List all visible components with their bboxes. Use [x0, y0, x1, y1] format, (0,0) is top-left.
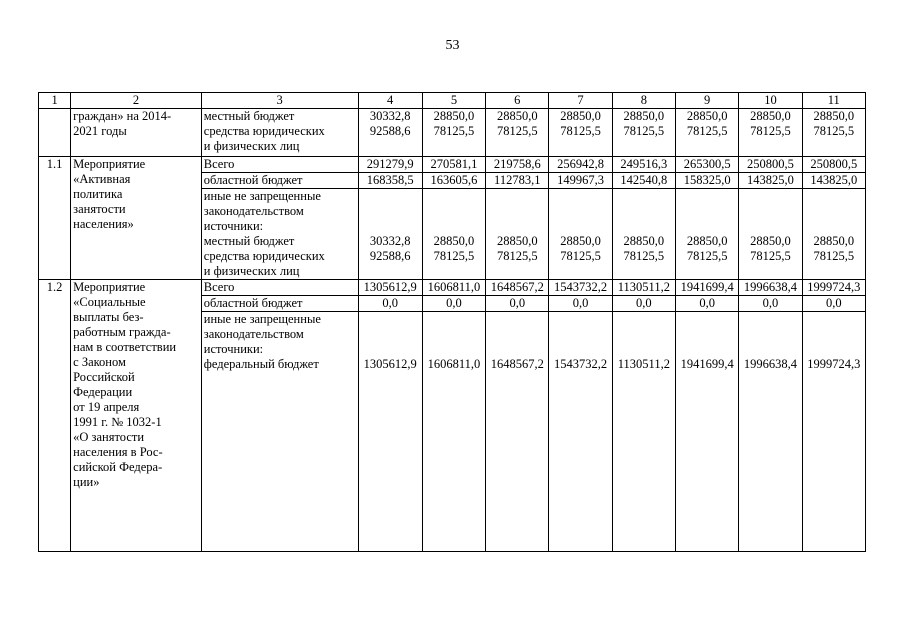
value-cell: 1543732,2: [549, 280, 612, 296]
value-cell: 219758,6: [486, 157, 549, 173]
value-cell: 142540,8: [612, 173, 675, 189]
name-line: населения в Рос-: [73, 445, 163, 459]
funding-source: Всего: [201, 280, 358, 296]
activity-name: [71, 157, 202, 280]
name-line: ции»: [73, 475, 100, 489]
name-line: 1991 г. № 1032-1: [73, 415, 162, 429]
value-cell: 1941699,4: [676, 312, 739, 552]
table-row: [39, 157, 866, 173]
value-cell: 0,0: [739, 296, 802, 312]
value-cell: 168358,5: [358, 173, 422, 189]
source-line: законодательством: [203, 204, 304, 218]
value-cell: 28850,0 78125,5: [422, 189, 485, 280]
funding-source: [201, 109, 358, 157]
value-cell: 0,0: [802, 296, 865, 312]
value-cell: 0,0: [549, 296, 612, 312]
value-cell: 0,0: [676, 296, 739, 312]
value-cell: 1648567,2: [486, 280, 549, 296]
source-line: законодательством: [203, 327, 304, 341]
header-cell: 10: [739, 93, 802, 109]
name-line: «Социальные: [73, 295, 146, 309]
value-cell: 163605,6: [422, 173, 485, 189]
row-index: 1.2: [39, 280, 71, 552]
value-cell: 28850,0 78125,5: [676, 189, 739, 280]
value-cell: 28850,0 78125,5: [486, 189, 549, 280]
header-cell: 9: [676, 93, 739, 109]
value-cell: 28850,0 78125,5: [549, 189, 612, 280]
header-cell: 2: [71, 93, 202, 109]
value-cell: 249516,3: [612, 157, 675, 173]
activity-name: [71, 280, 202, 552]
value-cell: 0,0: [422, 296, 485, 312]
row-index: [39, 109, 71, 157]
value-cell: 28850,0 78125,5: [549, 109, 612, 157]
value-cell: 250800,5: [802, 157, 865, 173]
name-line: с Законом: [73, 355, 126, 369]
header-row: [39, 93, 866, 109]
value-cell: 30332,8 92588,6: [358, 109, 422, 157]
value-cell: 1999724,3: [802, 280, 865, 296]
name-line: занятости: [73, 202, 126, 216]
name-line: «О занятости: [73, 430, 145, 444]
value-cell: 28850,0 78125,5: [612, 109, 675, 157]
value-cell: 1941699,4: [676, 280, 739, 296]
value-cell: 1305612,9: [358, 280, 422, 296]
funding-source: областной бюджет: [201, 296, 358, 312]
name-line: от 19 апреля: [73, 400, 140, 414]
value-cell: 1130511,2: [612, 312, 675, 552]
value-cell: 143825,0: [739, 173, 802, 189]
funding-source: [201, 189, 358, 280]
name-line: нам в соответствии: [73, 340, 177, 354]
activity-name: [71, 109, 202, 157]
value-cell: 143825,0: [802, 173, 865, 189]
name-line: «Активная: [73, 172, 131, 186]
table-row: [39, 109, 866, 157]
value-cell: 0,0: [612, 296, 675, 312]
source-line: и физических лиц: [203, 139, 300, 153]
source-line: местный бюджет: [203, 109, 295, 123]
value-cell: 1996638,4: [739, 312, 802, 552]
page-number: 53: [445, 38, 460, 53]
value-cell: 1648567,2: [486, 312, 549, 552]
name-line: Мероприятие: [73, 280, 146, 294]
value-cell: 1996638,4: [739, 280, 802, 296]
header-cell: 11: [802, 93, 865, 109]
table-row: [39, 280, 866, 296]
header-cell: 6: [486, 93, 549, 109]
budget-table: [38, 92, 866, 552]
source-line: средства юридических: [203, 249, 325, 263]
value-cell: 265300,5: [676, 157, 739, 173]
value-cell: 1305612,9: [358, 312, 422, 552]
source-line: федеральный бюджет: [203, 357, 319, 371]
source-line: средства юридических: [203, 124, 325, 138]
source-line: и физических лиц: [203, 264, 300, 278]
value-cell: 112783,1: [486, 173, 549, 189]
row-index: 1.1: [39, 157, 71, 280]
name-line: Российской: [73, 370, 135, 384]
header-cell: 1: [39, 93, 71, 109]
funding-source: областной бюджет: [201, 173, 358, 189]
header-cell: 3: [201, 93, 358, 109]
name-line: работным гражда-: [73, 325, 171, 339]
value-cell: 1999724,3: [802, 312, 865, 552]
source-line: источники:: [203, 342, 264, 356]
value-cell: 1130511,2: [612, 280, 675, 296]
name-line: населения»: [73, 217, 134, 231]
value-cell: 28850,0 78125,5: [739, 109, 802, 157]
header-cell: 5: [422, 93, 485, 109]
name-line: Мероприятие: [73, 157, 146, 171]
source-line: местный бюджет: [203, 234, 295, 248]
header-cell: 8: [612, 93, 675, 109]
value-cell: 291279,9: [358, 157, 422, 173]
value-cell: 28850,0 78125,5: [676, 109, 739, 157]
value-cell: 28850,0 78125,5: [612, 189, 675, 280]
header-cell: 7: [549, 93, 612, 109]
value-cell: 1606811,0: [422, 312, 485, 552]
value-cell: 1543732,2: [549, 312, 612, 552]
value-cell: 28850,0 78125,5: [802, 109, 865, 157]
source-line: источники:: [203, 219, 264, 233]
name-line: 2021 годы: [73, 124, 127, 138]
value-cell: 28850,0 78125,5: [802, 189, 865, 280]
value-cell: 0,0: [486, 296, 549, 312]
value-cell: 149967,3: [549, 173, 612, 189]
value-cell: 250800,5: [739, 157, 802, 173]
name-line: сийской Федера-: [73, 460, 163, 474]
value-cell: 270581,1: [422, 157, 485, 173]
funding-source: Всего: [201, 157, 358, 173]
name-line: Федерации: [73, 385, 133, 399]
value-cell: 256942,8: [549, 157, 612, 173]
value-cell: 28850,0 78125,5: [422, 109, 485, 157]
value-cell: 30332,8 92588,6: [358, 189, 422, 280]
value-cell: 28850,0 78125,5: [486, 109, 549, 157]
name-line: выплаты без-: [73, 310, 144, 324]
name-line: граждан» на 2014-: [73, 109, 172, 123]
source-line: иные не запрещенные: [203, 312, 321, 326]
value-cell: 0,0: [358, 296, 422, 312]
source-line: иные не запрещенные: [203, 189, 321, 203]
value-cell: 158325,0: [676, 173, 739, 189]
header-cell: 4: [358, 93, 422, 109]
name-line: политика: [73, 187, 123, 201]
value-cell: 28850,0 78125,5: [739, 189, 802, 280]
funding-source: [201, 312, 358, 552]
value-cell: 1606811,0: [422, 280, 485, 296]
